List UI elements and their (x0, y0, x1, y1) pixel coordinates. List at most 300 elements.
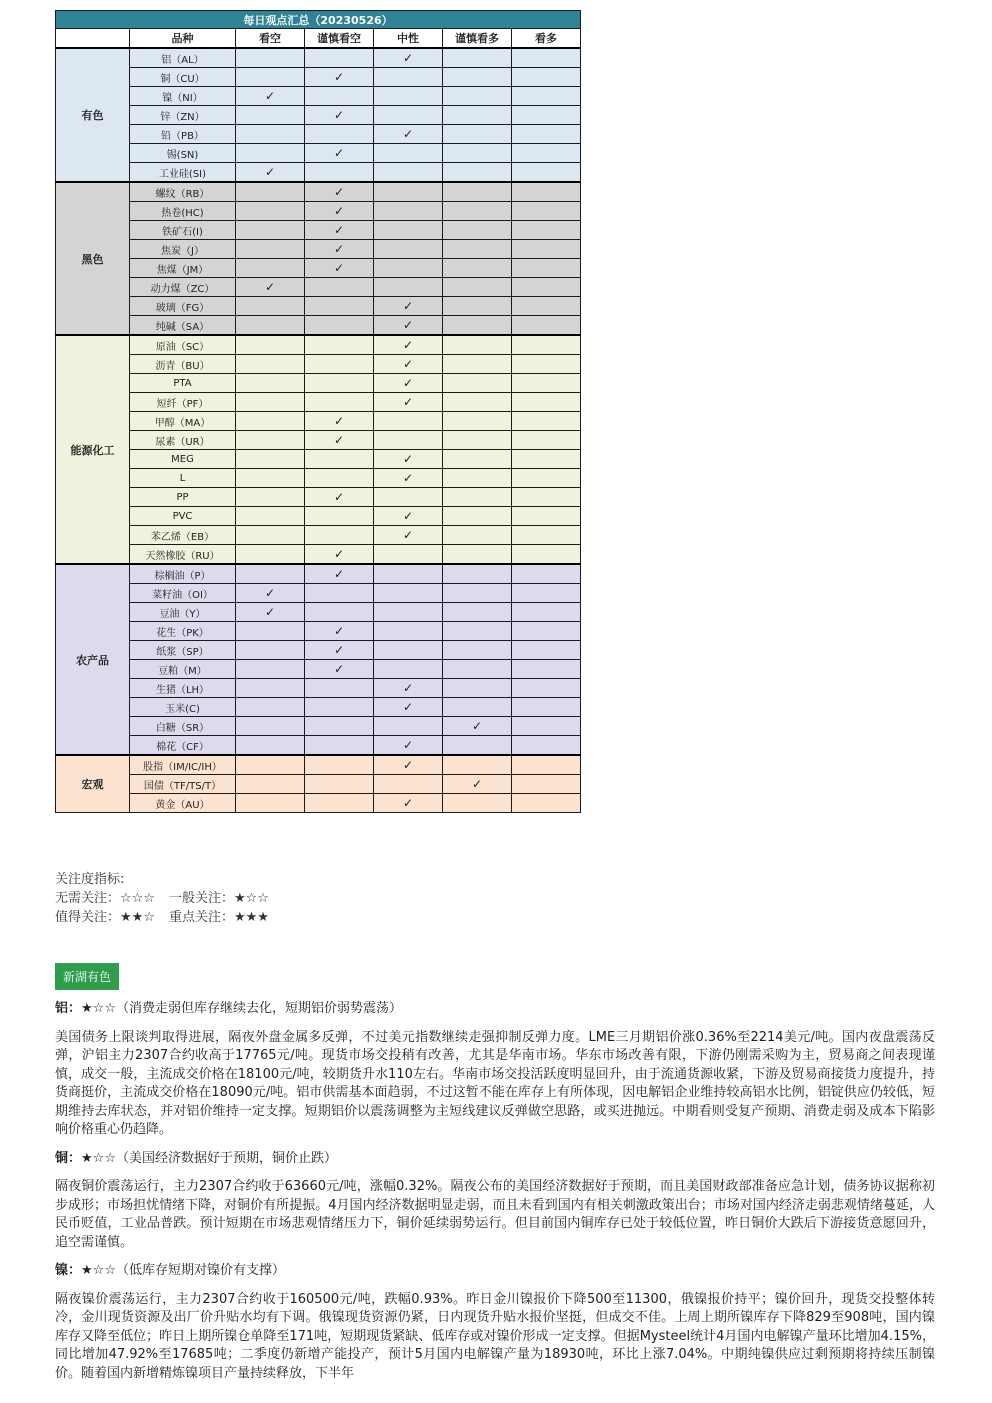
commodity-name-cell: 沥青（BU） (130, 355, 236, 374)
table-row (56, 125, 581, 144)
check-mark-icon: ✓ (333, 643, 345, 657)
view-cell (236, 374, 305, 393)
legend-label: 无需关注： (55, 891, 121, 906)
view-cell (305, 469, 374, 488)
view-cell (443, 507, 512, 526)
commentary (55, 1000, 935, 1393)
view-cell (443, 450, 512, 469)
view-cell (305, 507, 374, 526)
view-cell (305, 736, 374, 756)
view-cell (305, 316, 374, 336)
category-cell: 能源化工 (56, 335, 130, 564)
view-cell (305, 545, 374, 565)
view-cell (305, 526, 374, 545)
check-mark-icon: ✓ (333, 261, 345, 275)
commodity-name-cell: 股指（IM/IC/IH） (130, 755, 236, 775)
view-cell (305, 775, 374, 794)
table-row (56, 698, 581, 717)
table-row (56, 221, 581, 240)
header-cell: 看空 (236, 29, 305, 49)
check-mark-icon: ✓ (333, 624, 345, 638)
view-cell (374, 603, 443, 622)
paragraph-title-nickel: 镍：★☆☆（低库存短期对镍价有支撑） (55, 1263, 285, 1278)
view-cell (305, 48, 374, 68)
view-cell (236, 431, 305, 450)
view-cell (512, 374, 581, 393)
view-cell (236, 182, 305, 202)
view-cell (443, 736, 512, 756)
view-cell (305, 584, 374, 603)
view-cell (236, 202, 305, 221)
table-row (56, 259, 581, 278)
view-cell (305, 431, 374, 450)
check-mark-icon: ✓ (402, 318, 414, 332)
view-cell (512, 221, 581, 240)
table-row (56, 603, 581, 622)
view-cell (236, 48, 305, 68)
view-cell (512, 545, 581, 565)
view-cell (236, 450, 305, 469)
view-cell (443, 393, 512, 412)
view-cell (443, 755, 512, 775)
view-cell (305, 603, 374, 622)
view-cell (305, 564, 374, 584)
view-cell (512, 106, 581, 125)
view-cell (512, 48, 581, 68)
view-cell (236, 641, 305, 660)
view-cell (236, 698, 305, 717)
view-cell (305, 125, 374, 144)
table-body (56, 29, 581, 813)
legend-label: 值得关注： (55, 910, 121, 925)
table-row (56, 717, 581, 736)
commodity-name-cell: 国债（TF/TS/T） (130, 775, 236, 794)
view-cell (374, 660, 443, 679)
check-mark-icon: ✓ (402, 338, 414, 352)
table-row (56, 736, 581, 756)
check-mark-icon: ✓ (333, 108, 345, 122)
commodity-name-cell: 棉花（CF） (130, 736, 236, 756)
legend-label: 重点关注： (168, 910, 234, 925)
view-cell (305, 297, 374, 316)
view-cell (443, 202, 512, 221)
commodity-name-cell: 焦煤（JM） (130, 259, 236, 278)
view-cell (374, 87, 443, 106)
table-row (56, 144, 581, 163)
view-cell (374, 125, 443, 144)
view-cell (236, 488, 305, 507)
table-row (56, 507, 581, 526)
view-cell (236, 316, 305, 336)
view-cell (305, 182, 374, 202)
view-cell (443, 125, 512, 144)
table-row (56, 182, 581, 202)
check-mark-icon: ✓ (471, 719, 483, 733)
view-cell (512, 182, 581, 202)
view-cell (374, 106, 443, 125)
table-row (56, 316, 581, 336)
table-row (56, 564, 581, 584)
check-mark-icon: ✓ (402, 700, 414, 714)
view-cell (374, 679, 443, 698)
table-row (56, 469, 581, 488)
view-cell (512, 412, 581, 431)
view-cell (443, 469, 512, 488)
legend-stars: ★☆☆ (234, 891, 269, 906)
view-cell (374, 278, 443, 297)
view-cell (305, 641, 374, 660)
view-cell (443, 221, 512, 240)
view-cell (512, 125, 581, 144)
legend-stars: ★★☆ (120, 910, 155, 925)
legend-row (55, 889, 269, 908)
view-cell (443, 297, 512, 316)
view-cell (374, 393, 443, 412)
view-cell (236, 144, 305, 163)
commodity-name-cell: L (130, 469, 236, 488)
paragraph-title-copper: 铜：★☆☆（美国经济数据好于预期，铜价止跌） (55, 1150, 337, 1166)
commodity-name-cell: 原油（SC） (130, 335, 236, 355)
commodity-name-cell: PP (130, 488, 236, 507)
view-cell (512, 717, 581, 736)
view-cell (374, 641, 443, 660)
view-cell (305, 488, 374, 507)
view-cell (236, 717, 305, 736)
view-cell (443, 794, 512, 813)
table-row (56, 488, 581, 507)
commodity-name-cell: 热卷(HC) (130, 202, 236, 221)
view-cell (443, 412, 512, 431)
view-cell (374, 48, 443, 68)
check-mark-icon: ✓ (333, 662, 345, 676)
view-cell (443, 87, 512, 106)
check-mark-icon: ✓ (402, 796, 414, 810)
view-cell (305, 450, 374, 469)
view-cell (305, 202, 374, 221)
check-mark-icon: ✓ (333, 547, 345, 561)
view-cell (236, 163, 305, 183)
check-mark-icon: ✓ (333, 490, 345, 504)
view-cell (512, 603, 581, 622)
view-cell (443, 355, 512, 374)
view-cell (236, 736, 305, 756)
view-cell (374, 507, 443, 526)
table-row (56, 545, 581, 565)
table-row (56, 278, 581, 297)
view-cell (443, 641, 512, 660)
check-mark-icon: ✓ (264, 586, 276, 600)
view-cell (374, 564, 443, 584)
view-cell (374, 698, 443, 717)
table-row (56, 374, 581, 393)
commodity-name-cell: 黄金（AU） (130, 794, 236, 813)
view-cell (374, 335, 443, 355)
view-cell (305, 163, 374, 183)
header-cell: 谨慎看空 (305, 29, 374, 49)
commodity-name-cell: 锌（ZN） (130, 106, 236, 125)
view-cell (236, 68, 305, 87)
view-cell (443, 488, 512, 507)
view-cell (512, 622, 581, 641)
view-cell (305, 87, 374, 106)
section-tag: 新湖有色 (55, 963, 119, 990)
view-cell (236, 507, 305, 526)
view-cell (236, 125, 305, 144)
commodity-name-cell: 白糖（SR） (130, 717, 236, 736)
view-cell (512, 641, 581, 660)
commodity-name-cell: 菜籽油（OI） (130, 584, 236, 603)
view-cell (236, 259, 305, 278)
view-cell (236, 603, 305, 622)
check-mark-icon: ✓ (264, 280, 276, 294)
table-row (56, 794, 581, 813)
view-cell (374, 736, 443, 756)
view-cell (512, 144, 581, 163)
view-cell (374, 240, 443, 259)
check-mark-icon: ✓ (402, 127, 414, 141)
view-cell (236, 469, 305, 488)
view-cell (305, 335, 374, 355)
view-cell (236, 755, 305, 775)
commodity-name-cell: 苯乙烯（EB） (130, 526, 236, 545)
commodity-name-cell: 焦炭（J） (130, 240, 236, 259)
view-cell (236, 412, 305, 431)
view-cell (236, 106, 305, 125)
view-cell (236, 564, 305, 584)
view-cell (443, 106, 512, 125)
commodity-name-cell: PTA (130, 374, 236, 393)
view-cell (512, 335, 581, 355)
view-cell (236, 221, 305, 240)
view-cell (305, 374, 374, 393)
header-category (56, 29, 130, 49)
view-cell (512, 698, 581, 717)
check-mark-icon: ✓ (333, 223, 345, 237)
category-cell: 农产品 (56, 564, 130, 755)
daily-view-summary-table (55, 10, 581, 813)
table-row (56, 775, 581, 794)
check-mark-icon: ✓ (402, 452, 414, 466)
view-cell (305, 622, 374, 641)
check-mark-icon: ✓ (402, 299, 414, 313)
commodity-name-cell: 花生（PK） (130, 622, 236, 641)
check-mark-icon: ✓ (333, 185, 345, 199)
view-cell (512, 564, 581, 584)
view-cell (305, 240, 374, 259)
commodity-name-cell: 玉米(C) (130, 698, 236, 717)
view-cell (305, 794, 374, 813)
view-cell (374, 545, 443, 565)
commodity-name-cell: 玻璃（FG） (130, 297, 236, 316)
view-cell (443, 679, 512, 698)
check-mark-icon: ✓ (333, 70, 345, 84)
paragraph-body-aluminum: 美国债务上限谈判取得进展，隔夜外盘金属多反弹，不过美元指数继续走强抑制反弹力度。LME三月期铝价涨0.36%至2214美元/吨。国内夜盘震荡反弹，沪铝主力2307合约收高于17765元/吨。现货市场交投稍有改善，尤其是华南市场。华东市场改善有限，下游仍刚需采购为主，贸易商之间表现谨慎，成交一般，主流成交价格在18100元/吨，较期货升水110左右。华南市场交投活跃度明显回升，由于流通货源收紧，下游及贸易商接货力度提升，持货商挺价，主流成交价格在18090元/吨。铝市供需基本面趋弱，不过这暂不能在库存上有所体现，因电解铝企业维持较高铝水比例，铝锭供应仍较低，短期维持去库状态，并对铝价维持一定支撑。短期铝价以震荡调整为主短线建议反弹做空思路，或买进抛远。中期看则受复产预期、消费走弱及成本下陷影响价格重心仍趋降。 (55, 1029, 935, 1137)
category-cell: 有色 (56, 48, 130, 182)
view-cell (236, 584, 305, 603)
view-cell (305, 679, 374, 698)
table-row (56, 431, 581, 450)
table-row (56, 660, 581, 679)
view-cell (374, 182, 443, 202)
commodity-name-cell: 螺纹（RB） (130, 182, 236, 202)
check-mark-icon: ✓ (402, 681, 414, 695)
view-cell (374, 144, 443, 163)
view-cell (305, 278, 374, 297)
category-cell: 黑色 (56, 182, 130, 335)
commodity-name-cell: PVC (130, 507, 236, 526)
legend-label: 一般关注： (168, 891, 234, 906)
view-cell (305, 393, 374, 412)
check-mark-icon: ✓ (402, 528, 414, 542)
commodity-name-cell: 铝（AL） (130, 48, 236, 68)
view-cell (374, 775, 443, 794)
commodity-name-cell: 豆油（Y） (130, 603, 236, 622)
view-cell (374, 431, 443, 450)
view-cell (512, 297, 581, 316)
view-cell (305, 68, 374, 87)
view-cell (236, 240, 305, 259)
table-row (56, 48, 581, 68)
table-row (56, 450, 581, 469)
paragraph-title-aluminum: 铝：★☆☆（消费走弱但库存继续去化，短期铝价弱势震荡） (55, 1001, 402, 1016)
view-cell (374, 794, 443, 813)
attention-legend (55, 870, 269, 927)
category-cell: 宏观 (56, 755, 130, 813)
view-cell (236, 278, 305, 297)
table-row (56, 584, 581, 603)
view-cell (305, 660, 374, 679)
table-row (56, 641, 581, 660)
view-cell (512, 316, 581, 336)
view-cell (374, 755, 443, 775)
view-cell (236, 775, 305, 794)
view-cell (374, 68, 443, 87)
commodity-name-cell: 甲醇（MA） (130, 412, 236, 431)
commodity-name-cell: 镍（NI） (130, 87, 236, 106)
view-cell (512, 393, 581, 412)
check-mark-icon: ✓ (402, 395, 414, 409)
check-mark-icon: ✓ (471, 777, 483, 791)
view-cell (305, 717, 374, 736)
check-mark-icon: ✓ (264, 89, 276, 103)
view-cell (512, 755, 581, 775)
table-row (56, 163, 581, 183)
view-cell (236, 622, 305, 641)
header-cell: 中性 (374, 29, 443, 49)
view-cell (374, 355, 443, 374)
view-cell (236, 335, 305, 355)
view-cell (512, 469, 581, 488)
table-row (56, 335, 581, 355)
view-cell (443, 163, 512, 183)
view-cell (512, 240, 581, 259)
commodity-name-cell: 豆粕（M） (130, 660, 236, 679)
view-cell (236, 794, 305, 813)
commodity-name-cell: 天然橡胶（RU） (130, 545, 236, 565)
header-cell: 品种 (130, 29, 236, 49)
view-cell (374, 584, 443, 603)
check-mark-icon: ✓ (402, 376, 414, 390)
table-row (56, 202, 581, 221)
view-cell (512, 68, 581, 87)
check-mark-icon: ✓ (402, 51, 414, 65)
view-cell (443, 431, 512, 450)
view-cell (374, 202, 443, 221)
view-cell (374, 469, 443, 488)
view-cell (236, 87, 305, 106)
check-mark-icon: ✓ (333, 146, 345, 160)
view-cell (512, 736, 581, 756)
commodity-name-cell: 工业硅(SI) (130, 163, 236, 183)
view-cell (512, 278, 581, 297)
view-cell (443, 603, 512, 622)
commodity-name-cell: 纯碱（SA） (130, 316, 236, 336)
view-cell (443, 717, 512, 736)
view-cell (374, 488, 443, 507)
check-mark-icon: ✓ (264, 165, 276, 179)
check-mark-icon: ✓ (333, 414, 345, 428)
view-cell (236, 679, 305, 698)
commodity-name-cell: 生猪（LH） (130, 679, 236, 698)
view-cell (443, 584, 512, 603)
view-cell (512, 202, 581, 221)
table-row (56, 412, 581, 431)
check-mark-icon: ✓ (333, 567, 345, 581)
commodity-name-cell: MEG (130, 450, 236, 469)
view-cell (512, 450, 581, 469)
view-cell (443, 144, 512, 163)
view-cell (443, 622, 512, 641)
view-cell (374, 316, 443, 336)
view-cell (512, 584, 581, 603)
view-cell (305, 755, 374, 775)
view-cell (512, 679, 581, 698)
table-row (56, 68, 581, 87)
view-cell (443, 335, 512, 355)
table-row (56, 679, 581, 698)
view-cell (443, 240, 512, 259)
view-cell (512, 163, 581, 183)
table-row (56, 87, 581, 106)
table-row (56, 526, 581, 545)
table-row (56, 297, 581, 316)
table-title: 每日观点汇总（20230526） (56, 11, 581, 29)
check-mark-icon: ✓ (333, 242, 345, 256)
view-cell (512, 355, 581, 374)
check-mark-icon: ✓ (402, 357, 414, 371)
view-cell (512, 526, 581, 545)
table-row (56, 393, 581, 412)
legend-row (55, 908, 269, 927)
view-cell (305, 259, 374, 278)
view-cell (443, 660, 512, 679)
table-row (56, 622, 581, 641)
view-cell (443, 775, 512, 794)
view-cell (236, 545, 305, 565)
legend-stars: ☆☆☆ (120, 891, 155, 906)
view-cell (512, 488, 581, 507)
header-cell: 谨慎看多 (443, 29, 512, 49)
check-mark-icon: ✓ (402, 471, 414, 485)
commodity-name-cell: 短纤（PF） (130, 393, 236, 412)
commodity-name-cell: 铅（PB） (130, 125, 236, 144)
view-cell (512, 794, 581, 813)
check-mark-icon: ✓ (402, 758, 414, 772)
table-row (56, 240, 581, 259)
view-cell (512, 87, 581, 106)
view-cell (236, 297, 305, 316)
view-cell (443, 564, 512, 584)
